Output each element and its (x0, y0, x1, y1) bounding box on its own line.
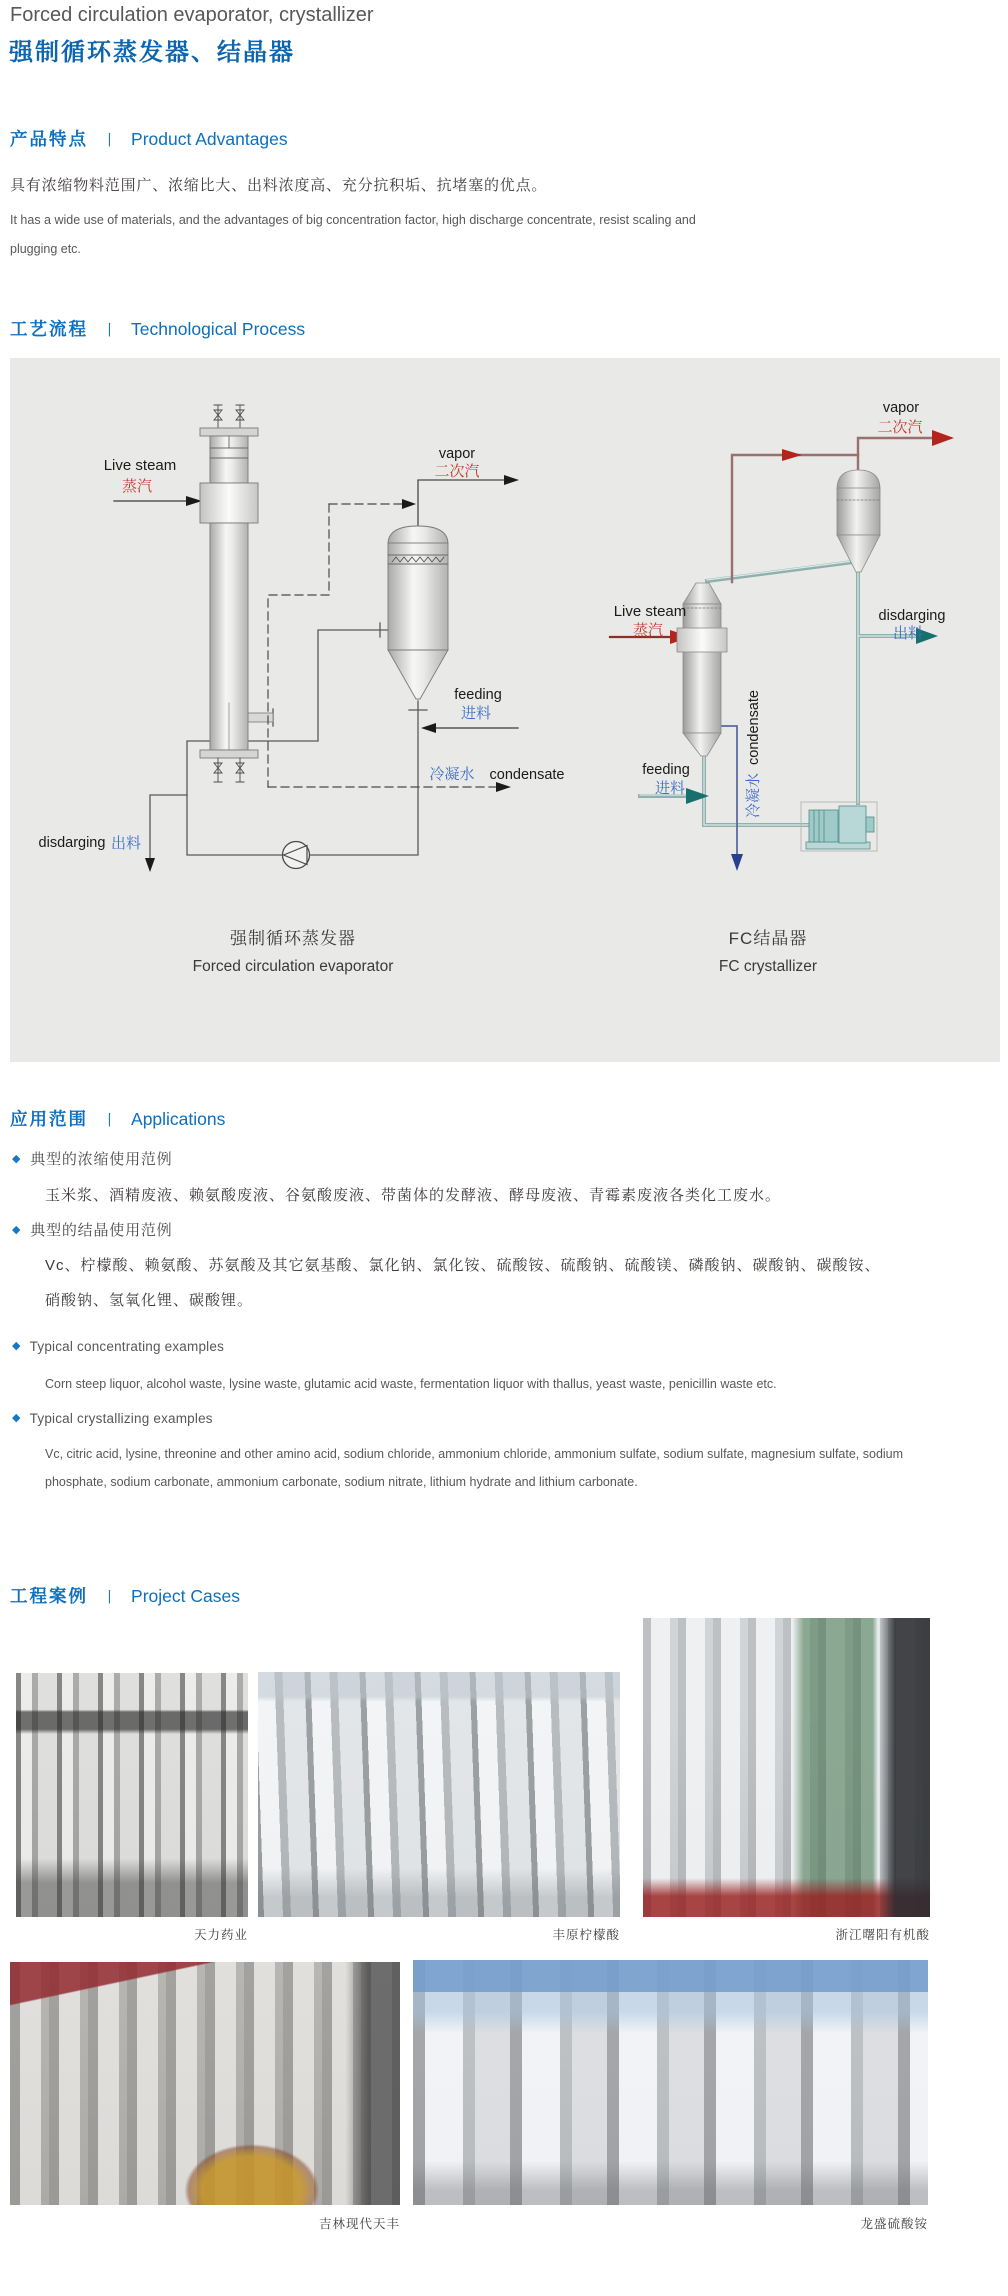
heading-en: Technological Process (131, 319, 306, 339)
evaporator-caption-zh: 强制循环蒸发器 (230, 929, 356, 948)
crystallizer-pump-icon (801, 802, 877, 851)
advantages-body-en: It has a wide use of materials, and the advantages of big concentration factor, high discharge concentrate, resist scaling and plugging etc. (10, 213, 696, 256)
case-photo-fengyuan (258, 1672, 620, 1917)
label-condensate-en: condensate (746, 690, 762, 765)
label-feeding-zh: 进料 (460, 705, 492, 722)
application-title: 典型的结晶使用范例 (30, 1222, 173, 1239)
process-diagram (10, 358, 1000, 1062)
label-discharging-zh: 出料 (892, 625, 924, 642)
vapor-mid-arrow (782, 449, 802, 461)
column-nozzle (248, 713, 273, 722)
label-condensate-en: condensate (489, 767, 565, 783)
application-title: Typical crystallizing examples (29, 1411, 213, 1426)
label-discharging-zh: 出料 (110, 835, 142, 852)
crystallizer-labels (614, 400, 946, 975)
label-vapor-en: vapor (882, 400, 920, 416)
case-caption: 天力药业 (193, 1928, 248, 1942)
application-item-en (12, 1339, 224, 1354)
evaporator-piping (150, 623, 427, 858)
label-vapor-en: vapor (438, 446, 476, 462)
page-title-en: Forced circulation evaporator, crystallizer (10, 4, 374, 26)
heading-en: Product Advantages (131, 129, 288, 149)
label-live-steam-zh: 蒸汽 (121, 478, 153, 495)
heading-separator: 丨 (102, 1589, 118, 1606)
section-heading-cases (10, 1583, 240, 1608)
crystallizer-caption-zh: FC结晶器 (728, 929, 808, 948)
heading-separator: 丨 (102, 1112, 118, 1129)
condensate-dashed-line (268, 504, 496, 787)
case-caption: 丰原柠檬酸 (552, 1928, 620, 1942)
heading-zh: 应用范围 (10, 1109, 88, 1129)
application-title: Typical concentrating examples (29, 1339, 225, 1354)
label-live-steam-en: Live steam (613, 603, 687, 620)
label-discharging-en: disdarging (878, 608, 946, 624)
crystallizer-caption-en: FC crystallizer (718, 958, 818, 975)
condensate-arrow (731, 854, 743, 871)
case-photo-jilin (10, 1962, 400, 2205)
discharge-arrow (145, 858, 155, 872)
condensate-arrow (496, 782, 511, 792)
condensate-line (721, 726, 737, 854)
diamond-bullet-icon: ◆ (12, 1153, 22, 1165)
application-body-en: Vc, citric acid, lysine, threonine and other amino acid, sodium chloride, ammonium chloride, ammonium sulfate, sodium sulfate, magnesium sulfate, sodium phosphate, sodium carbonate, ammonium carbonate, sodium nitrate, lithium hydrate and lithium carbonate. (45, 1447, 904, 1489)
label-live-steam-en: Live steam (103, 457, 177, 474)
vapor-out-arrow (932, 430, 954, 446)
label-feeding-zh: 进料 (654, 780, 686, 797)
label-feeding-en: feeding (454, 687, 502, 703)
label-discharging-en: disdarging (38, 835, 106, 851)
case-caption: 龙盛硫酸铵 (860, 2217, 928, 2231)
diamond-bullet-icon: ◆ (12, 1412, 21, 1424)
label-condensate-vertical (745, 690, 762, 818)
label-condensate-zh: 冷凝水 (429, 766, 475, 783)
crystallizer-separator (837, 470, 880, 572)
evaporator-separator (388, 526, 448, 699)
pump-icon (283, 842, 310, 869)
evaporator-diagram (39, 405, 565, 975)
label-vapor-zh: 二次汽 (434, 463, 480, 480)
heading-separator: 丨 (102, 132, 118, 149)
application-item-en (12, 1411, 213, 1426)
application-item-zh (12, 1148, 172, 1169)
heading-separator: 丨 (102, 322, 118, 339)
application-body-en: Corn steep liquor, alcohol waste, lysine waste, glutamic acid waste, fermentation liquor with thallus, yeast waste, penicillin waste etc. (45, 1377, 777, 1391)
feed-arrow (421, 723, 436, 733)
section-heading-process (10, 316, 305, 341)
section-heading-advantages (10, 126, 288, 151)
section-heading-applications (10, 1106, 225, 1131)
label-condensate-zh: 冷凝水 (745, 772, 762, 818)
application-title: 典型的浓缩使用范例 (30, 1151, 173, 1168)
label-vapor-zh: 二次汽 (877, 419, 923, 436)
page-title-zh: 强制循环蒸发器、结晶器 (9, 39, 295, 66)
vent-arrow (402, 499, 416, 509)
evaporator-column (200, 405, 258, 782)
process-diagram-panel (10, 358, 1000, 1062)
case-caption: 浙江曙阳有机酸 (835, 1928, 930, 1942)
heading-en: Project Cases (131, 1586, 240, 1606)
heading-zh: 产品特点 (10, 129, 88, 149)
diamond-bullet-icon: ◆ (12, 1224, 22, 1236)
label-live-steam-zh: 蒸汽 (632, 622, 664, 639)
case-photo-shuyang (643, 1618, 930, 1917)
label-feeding-en: feeding (642, 762, 690, 778)
evaporator-caption-en: Forced circulation evaporator (192, 958, 394, 975)
advantages-body-zh: 具有浓缩物料范围广、浓缩比大、出料浓度高、充分抗积垢、抗堵塞的优点。 (10, 177, 548, 194)
vapor-arrow (504, 475, 519, 485)
vapor-line (418, 480, 504, 528)
crystallizer-diagram (610, 400, 954, 975)
evaporator-labels (39, 446, 565, 975)
application-item-zh (12, 1219, 172, 1240)
diamond-bullet-icon: ◆ (12, 1340, 21, 1352)
application-body-zh: 玉米浆、酒精废液、赖氨酸废液、谷氨酸废液、带菌体的发酵液、酵母废液、青霉素废液各类化工废水。 (45, 1187, 782, 1204)
case-caption: 吉林现代天丰 (318, 2217, 400, 2231)
case-photo-tianli (16, 1673, 248, 1917)
heading-en: Applications (131, 1109, 226, 1129)
application-body-zh: Vc、柠檬酸、赖氨酸、苏氨酸及其它氨基酸、氯化钠、氯化铵、硫酸铵、硫酸钠、硫酸镁、磷酸钠、碳酸钠、碳酸铵、硝酸钠、氢氧化锂、碳酸锂。 (45, 1257, 881, 1309)
heading-zh: 工程案例 (10, 1586, 88, 1606)
vapor-piping (732, 438, 932, 582)
case-photo-longsheng (413, 1960, 928, 2205)
heading-zh: 工艺流程 (10, 319, 88, 339)
